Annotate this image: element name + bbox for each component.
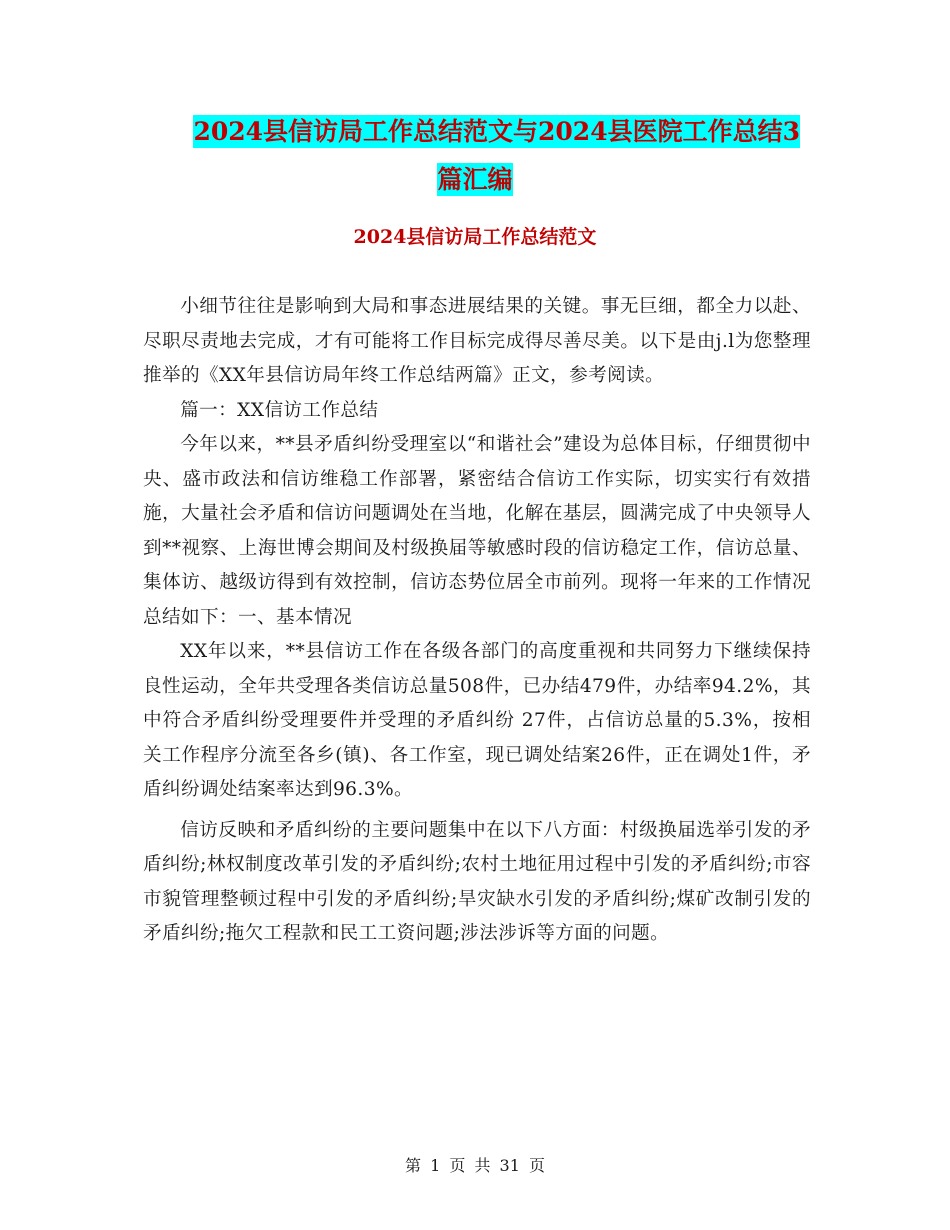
paragraph-intro: 小细节往往是影响到大局和事态进展结果的关键。事无巨细，都全力以赴、尽职尽责地去完成，才有可能将工作目标完成得尽善尽美。以下是由j.l为您整理推举的《XX年县信访局年终工作总结两篇》正文，参考阅读。: [143, 296, 811, 386]
document-title: [150, 108, 800, 204]
body-text: [143, 290, 811, 952]
title-line-1-text: 2024县信访局工作总结范文与2024县医院工作总结3: [193, 117, 800, 146]
paragraph-overview: 今年以来，**县矛盾纠纷受理室以“和谐社会”建设为总体目标，仔细贯彻中央、盛市政法和信访维稳工作部署，紧密结合信访工作实际，切实实行有效措施，大量社会矛盾和信访问题调处在当地，化解在基层，圆满完成了中央领导人到**视察、上海世博会期间及村级换届等敏感时段的信访稳定工作，信访总量、集体访、越级访得到有效控制，信访态势位居全市前列。现将一年来的工作情况总结如下：一、基本情况: [143, 434, 811, 628]
section-heading: 2024县信访局工作总结范文: [353, 226, 597, 248]
page-footer: 第 1 页 共 31 页: [405, 1156, 545, 1175]
title-line-2: [150, 156, 800, 204]
paragraph-part-heading: 篇一：XX信访工作总结: [180, 399, 379, 421]
title-line-1: [150, 108, 800, 156]
paragraph-main-issues: 信访反映和矛盾纠纷的主要问题集中在以下八方面：村级换届选举引发的矛盾纠纷;林权制度改革引发的矛盾纠纷;农村土地征用过程中引发的矛盾纠纷;市容市貌管理整顿过程中引发的矛盾纠纷;旱灾缺水引发的矛盾纠纷;煤矿改制引发的矛盾纠纷;拖欠工程款和民工工资问题;涉法涉诉等方面的问题。: [143, 819, 811, 944]
title-line-2-text: 篇汇编: [437, 165, 513, 194]
paragraph-statistics: XX年以来，**县信访工作在各级各部门的高度重视和共同努力下继续保持良性运动，全年共受理各类信访总量508件，已办结479件，办结率94.2%，其中符合矛盾纠纷受理要件并受理的矛盾纠纷 27件，占信访总量的5.3%，按相关工作程序分流至各乡(镇)、各工作室，现已调处结案26件，正在调处1件，矛盾纠纷调处结案率达到96.3%。: [143, 641, 811, 800]
